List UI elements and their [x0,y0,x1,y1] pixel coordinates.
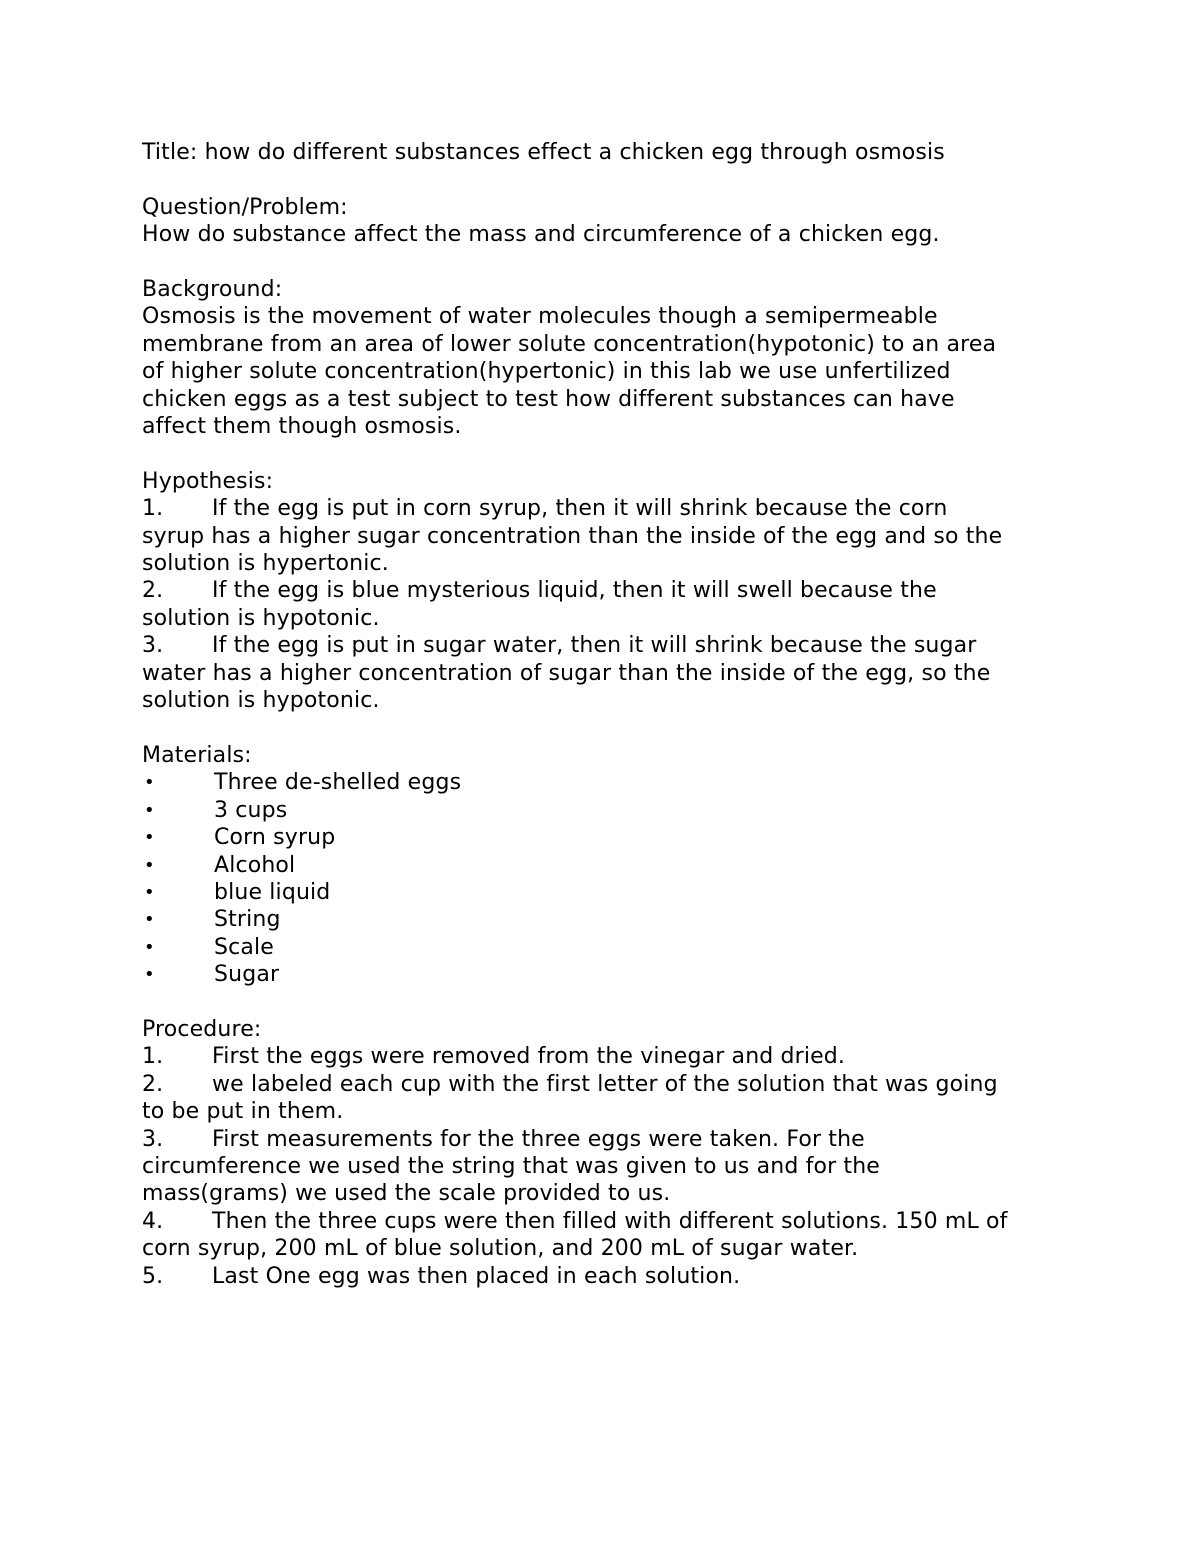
bullet-icon: • [144,854,155,876]
item-text: circumference we used the string that was given to us and for the [142,1153,880,1179]
item-text: Scale [214,934,274,960]
item-text: String [214,907,281,933]
item-number: 4. [142,1208,164,1234]
spacer [142,989,1062,1016]
item-text: mass(grams) we used the scale provided to us. [142,1181,671,1207]
item-number: 1. [142,1044,164,1070]
item-number: 3. [142,633,164,659]
background-line: Osmosis is the movement of water molecules though a semipermeable [142,304,938,330]
item-text: If the egg is put in sugar water, then it will shrink because the sugar [212,633,977,659]
question-heading: Question/Problem: [142,194,348,220]
item-text: 3 cups [214,797,288,823]
item-text: Then the three cups were then filled with different solutions. 150 mL of [212,1208,1008,1234]
background-heading: Background: [142,277,283,302]
procedure-item [142,1071,1062,1126]
materials-item [142,769,1062,796]
item-text: solution is hypertonic. [142,551,389,577]
item-number: 3. [142,1126,164,1152]
procedure-heading: Procedure: [142,1016,262,1042]
hypothesis-item [142,632,1062,714]
document-page [142,139,1062,1290]
item-text: corn syrup, 200 mL of blue solution, and 200 mL of sugar water. [142,1236,859,1262]
document-title: Title: how do different substances effect a chicken egg through osmosis [142,140,945,165]
background-line: affect them though osmosis. [142,414,462,440]
procedure-item [142,1263,1062,1290]
item-text: Corn syrup [214,825,336,851]
item-text: solution is hypotonic. [142,688,380,714]
hypothesis-heading: Hypothesis: [142,468,274,494]
materials-item [142,852,1062,879]
bullet-icon: • [144,909,155,931]
materials-item [142,824,1062,851]
item-number: 2. [142,578,164,604]
background-line: chicken eggs as a test subject to test how different substances can have [142,386,955,412]
bullet-icon: • [144,936,155,958]
bullet-icon: • [144,881,155,903]
item-text: First measurements for the three eggs were taken. For the [212,1126,865,1152]
hypothesis-item [142,495,1062,577]
question-text: How do substance affect the mass and circumference of a chicken egg. [142,222,940,248]
hypothesis-item [142,577,1062,632]
spacer [142,714,1062,741]
bullet-icon: • [144,827,155,849]
item-number: 1. [142,496,164,522]
bullet-icon: • [144,799,155,821]
item-text: Three de-shelled eggs [214,770,462,796]
spacer [142,249,1062,276]
bullet-icon: • [144,964,155,986]
item-text: water has a higher concentration of sugar than the inside of the egg, so the [142,660,991,686]
item-text: Alcohol [214,852,296,878]
item-text: blue liquid [214,879,331,905]
item-text: syrup has a higher sugar concentration than the inside of the egg and so the [142,523,1003,549]
materials-item [142,879,1062,906]
item-text: Sugar [214,962,280,988]
item-number: 2. [142,1071,164,1097]
materials-heading: Materials: [142,742,252,768]
item-text: If the egg is blue mysterious liquid, then it will swell because the [212,578,937,604]
background-line: of higher solute concentration(hypertonic) in this lab we use unfertilized [142,359,951,385]
background-line: membrane from an area of lower solute concentration(hypotonic) to an area [142,331,997,357]
item-text: solution is hypotonic. [142,605,380,631]
bullet-icon: • [144,772,155,794]
item-text: First the eggs were removed from the vinegar and dried. [212,1044,846,1070]
materials-item [142,797,1062,824]
item-text: to be put in them. [142,1099,344,1125]
item-number: 5. [142,1263,164,1289]
procedure-item [142,1208,1062,1263]
procedure-item [142,1126,1062,1208]
materials-item [142,961,1062,988]
item-text: If the egg is put in corn syrup, then it will shrink because the corn [212,496,948,522]
spacer [142,440,1062,467]
item-text: we labeled each cup with the first letter of the solution that was going [212,1071,998,1097]
materials-item [142,934,1062,961]
materials-item [142,906,1062,933]
procedure-item [142,1043,1062,1070]
spacer [142,166,1062,193]
item-text: Last One egg was then placed in each solution. [212,1263,741,1289]
